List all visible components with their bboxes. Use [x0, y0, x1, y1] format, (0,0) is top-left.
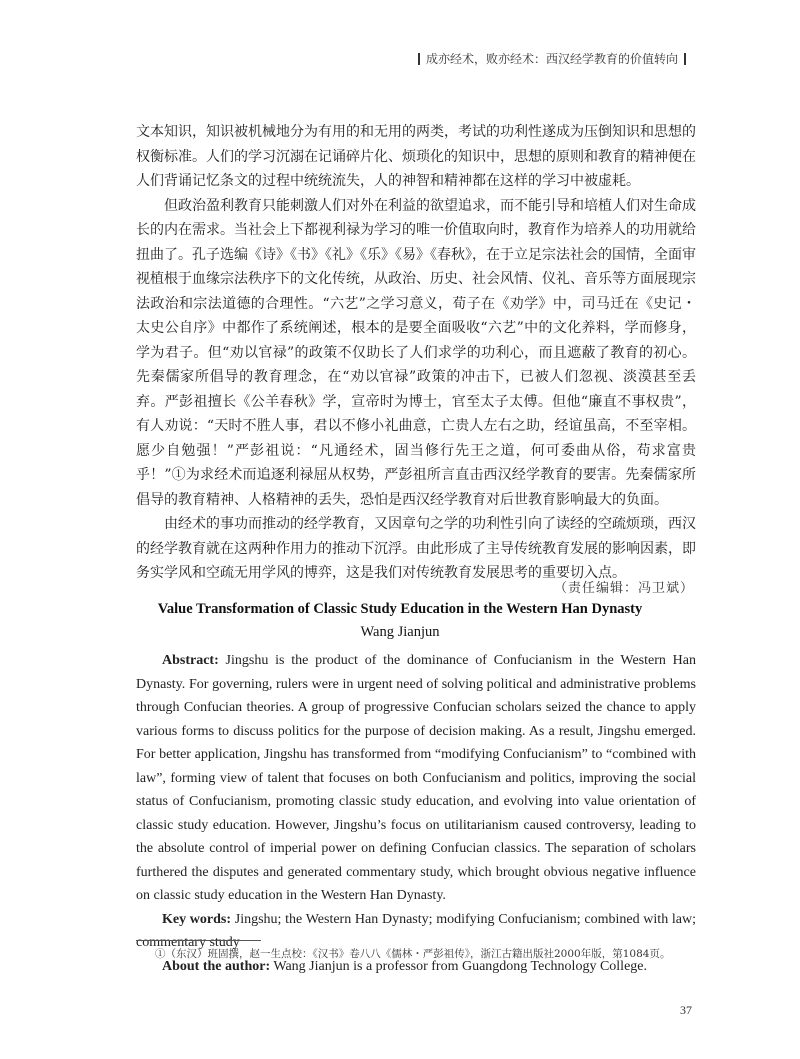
keywords-text: Jingshu; the Western Han Dynasty; modifying Confucianism; combined with law; commentary study [136, 911, 697, 950]
about-author-text: Wang Jianjun is a professor from Guangdong Technology College. [270, 958, 647, 974]
running-head-text: 成亦经术，败亦经术：西汉经学教育的价值转向 [425, 52, 678, 66]
english-title: Value Transformation of Classic Study Education in the Western Han Dynasty [157, 601, 643, 617]
zh-paragraph-1: 文本知识，知识被机械地分为有用的和无用的两类，考试的功利性遂成为压倒知识和思想的权衡标准。人们的学习沉溺在记诵碎片化、烦琐化的知识中，思想的原则和教育的精神便在人们背诵记忆条文的过程中统统流失，人的神智和精神都在这样的学习中被虚耗。 [136, 124, 696, 189]
running-head-left-bar [418, 53, 420, 65]
zh-paragraph-2: 但政治盈利教育只能刺激人们对外在利益的欲望追求，而不能引导和培植人们对生命成长的内在需求。当社会上下都视利禄为学习的唯一价值取向时，教育作为培养人的功用就给扭曲了。孔子选编《诗》《书》《礼》《乐》《易》《春秋》，在于立足宗法社会的国情，全面审视植根于血缘宗法秩序下的文化传统，从政治、历史、社会风情、仪礼、音乐等方面展现宗法政治和宗法道德的合理性。“六艺”之学习意义，荀子在《劝学》中，司马迁在《史记・太史公自序》中都作了系统阐述，根本的是要全面吸收“六艺”中的文化养料，学而修身，学为君子。但“劝以官禄”的政策不仅助长了人们求学的功利心，而且遮蔽了教育的初心。先秦儒家所倡导的教育理念，在“劝以官禄”政策的冲击下，已被人们忽视、淡漠甚至丢弃。严彭祖擅长《公羊春秋》学，宣帝时为博士，官至太子太傅。但他“廉直不事权贵”，有人劝说：“天时不胜人事，君以不修小礼曲意，亡贵人左右之助，经谊虽高，不至宰相。愿少自勉强！”严彭祖说：“凡通经术，固当修行先王之道，何可委曲从俗，苟求富贵乎！”①为求经术而追逐利禄屈从权势，严彭祖所言直击西汉经学教育的要害。先秦儒家所倡导的教育精神、人格精神的丢失，恐怕是西汉经学教育对后世教育影响最大的负面。 [136, 197, 696, 508]
zh-paragraph-3: 由经术的事功而推动的经学教育，又因章句之学的功利性引向了读经的空疏烦琐，西汉的经学教育就在这两种作用力的推动下沉浮。由此形成了主导传统教育发展的影响因素，即务实学风和空疏无用学风的博弈，这是我们对传统教育发展思考的重要切入点。 [136, 516, 696, 581]
abstract-label: Abstract: [162, 653, 219, 668]
running-head-right-bar [684, 53, 686, 65]
page-number: 37 [680, 1003, 692, 1017]
footnote-divider [136, 940, 261, 941]
running-head [412, 50, 692, 67]
keywords-label: Key words: [162, 911, 232, 927]
english-abstract-block [136, 649, 696, 978]
about-author-label: About the author: [162, 958, 271, 974]
abstract-paragraph [136, 649, 696, 908]
abstract-text: Jingshu is the product of the dominance of Confucianism in the Western Han Dynasty. For governing, rulers were in urgent need of solving political and administrative problems through Confucian theories. A group of progressive Confucian scholars seized the chance to apply various forms to discuss politics for the purpose of decision making. As a result, Jingshu emerged. For better application, Jingshu has transformed from “modifying Confucianism” to “combined with law”, forming view of talent that focuses on both Confucianism and politics, improving the social status of Confucianism, promoting classic study education, and evolving into value orientation of classic study education. However, Jingshu’s focus on utilitarianism caused controversy, leading to the absolute control of imperial power on defining Confucian classics. The separation of scholars furthered the disputes and generated commentary study, which brought obvious negative influence on classic study education in the Western Han Dynasty. [136, 653, 696, 903]
editor-note: （责任编辑：冯卫斌） [553, 581, 694, 596]
footnote: ①（东汉）班固撰，赵一生点校：《汉书》卷八八《儒林・严彭祖传》，浙江古籍出版社2000年版，第1084页。 [155, 948, 671, 960]
chinese-body [136, 120, 696, 586]
english-author: Wang Jianjun [360, 624, 440, 640]
